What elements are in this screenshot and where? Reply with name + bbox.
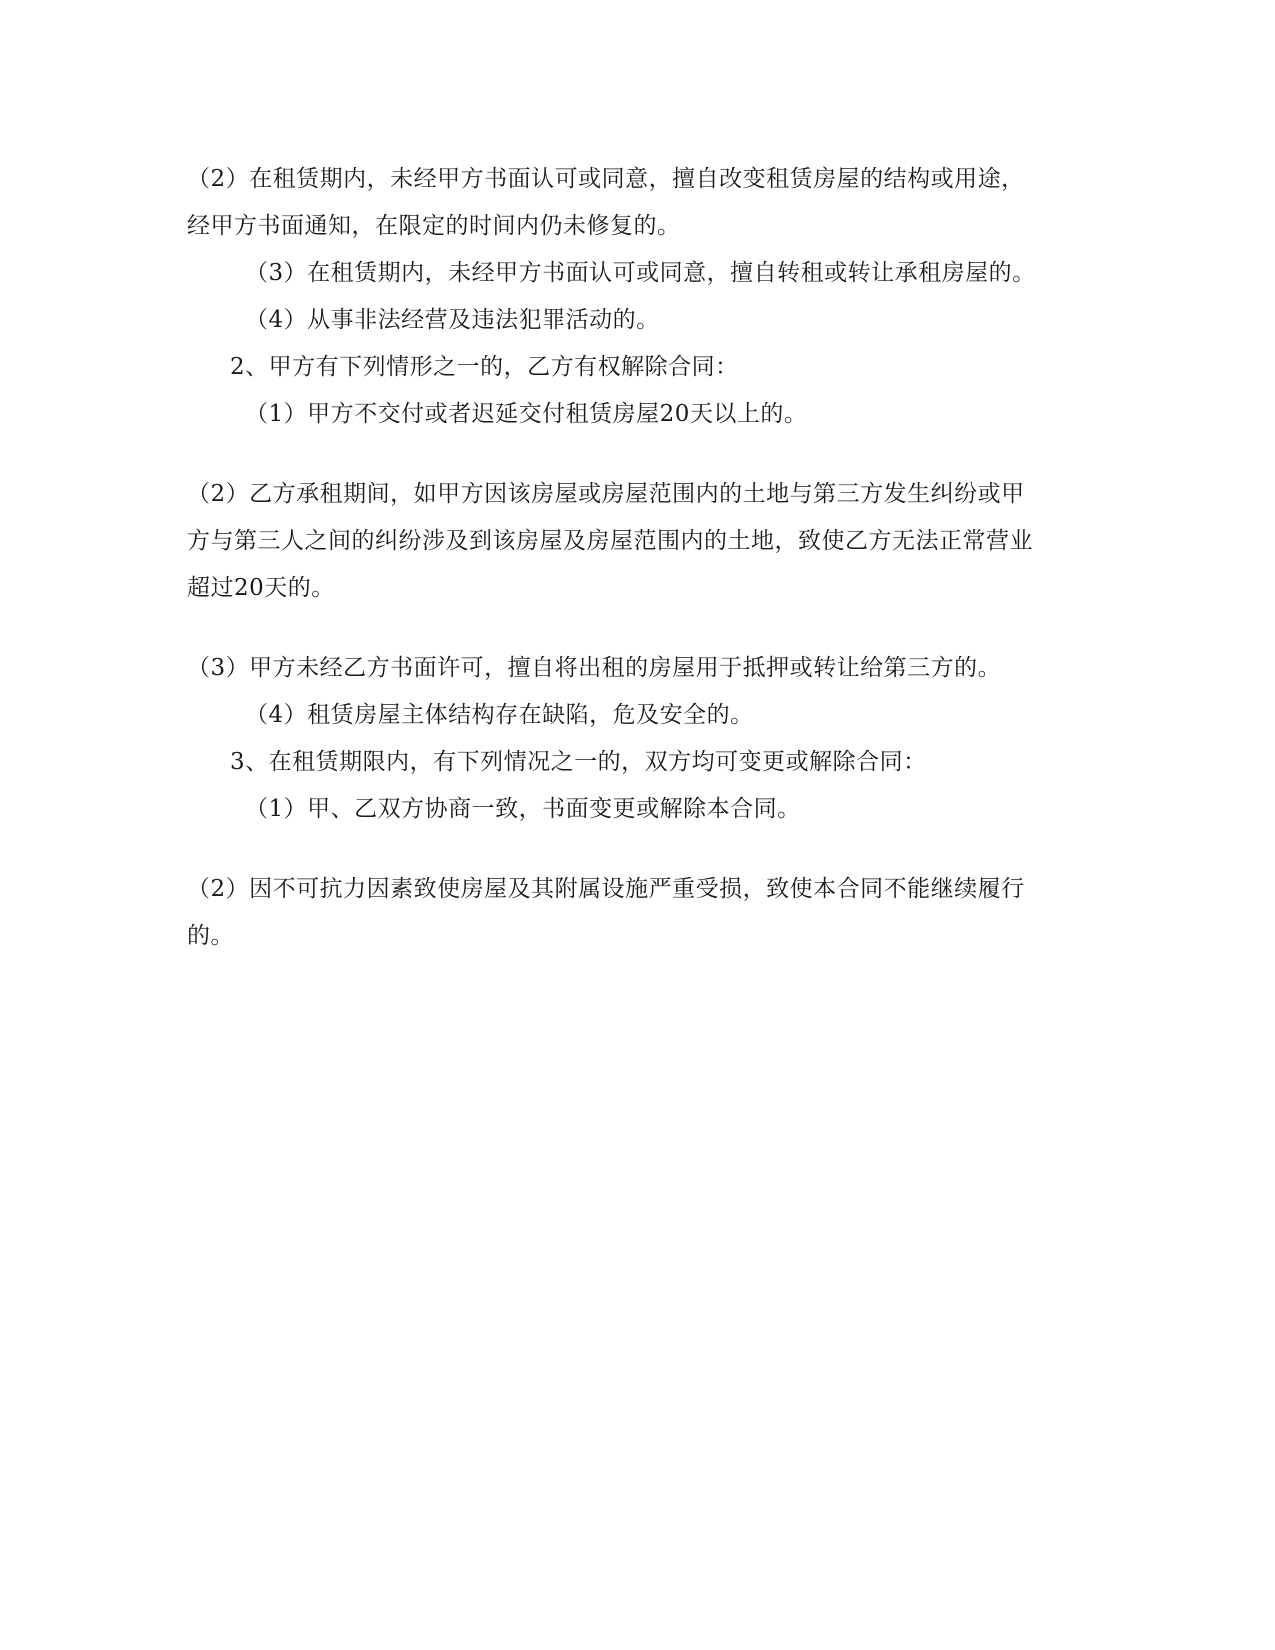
- clause-3-heading: 3、在租赁期限内，有下列情况之一的，双方均可变更或解除合同：: [230, 749, 927, 775]
- clause-3-1: （1）甲、乙双方协商一致，书面变更或解除本合同。: [245, 796, 801, 822]
- clause-2-2-line-1: （2）乙方承租期间，如甲方因该房屋或房屋范围内的土地与第三方发生纠纷或甲: [187, 481, 1025, 507]
- clause-2-3: （3）甲方未经乙方书面许可，擅自将出租的房屋用于抵押或转让给第三方的。: [187, 655, 1002, 681]
- document-body: [187, 156, 1087, 960]
- clause-2-1: （1）甲方不交付或者迟延交付租赁房屋20天以上的。: [245, 401, 808, 427]
- clause-2-2-line-3: 超过20天的。: [187, 575, 335, 601]
- clause-2-heading: 2、甲方有下列情形之一的，乙方有权解除合同：: [230, 354, 739, 380]
- clause-1-2-line-2: 经甲方书面通知，在限定的时间内仍未修复的。: [187, 213, 681, 239]
- clause-1-4: （4）从事非法经营及违法犯罪活动的。: [245, 307, 660, 333]
- clause-3-2-line-1: （2）因不可抗力因素致使房屋及其附属设施严重受损，致使本合同不能继续履行: [187, 876, 1025, 902]
- clause-2-4: （4）租赁房屋主体结构存在缺陷，危及安全的。: [245, 702, 754, 728]
- clause-2-2-line-2: 方与第三人之间的纠纷涉及到该房屋及房屋范围内的土地，致使乙方无法正常营业: [187, 528, 1033, 554]
- clause-3-2-line-2: 的。: [187, 923, 234, 949]
- clause-1-2-line-1: （2）在租赁期内，未经甲方书面认可或同意，擅自改变租赁房屋的结构或用途，: [187, 166, 1025, 192]
- clause-1-3: （3）在租赁期内，未经甲方书面认可或同意，擅自转租或转让承租房屋的。: [245, 260, 1036, 286]
